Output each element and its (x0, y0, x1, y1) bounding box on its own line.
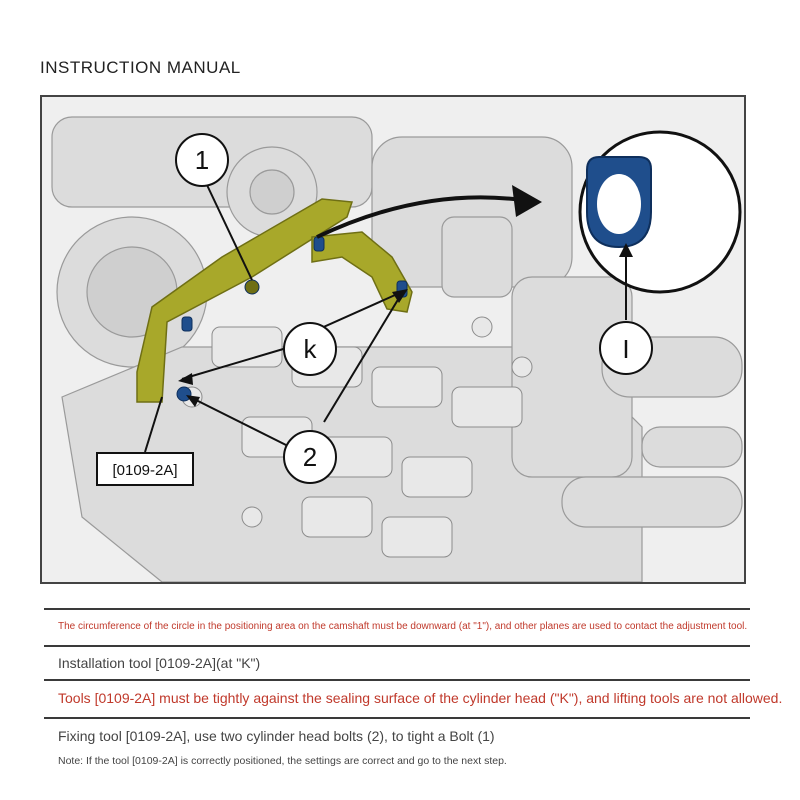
callout-k-label: k (303, 334, 317, 364)
divider (44, 679, 750, 681)
instruction-step-1: The circumference of the circle in the positioning area on the camshaft must be downward (at "1"), and other planes are used to contact the adjustment tool. (58, 621, 748, 632)
seal-mark-left (182, 317, 192, 331)
callout-2-label: 2 (302, 442, 318, 472)
instruction-step-4: Fixing tool [0109-2A], use two cylinder head bolts (2), to tight a Bolt (1) (58, 728, 495, 744)
callout-1-label: 1 (194, 145, 210, 175)
engine-illustration (40, 95, 746, 584)
instruction-step-3: Tools [0109-2A] must be tightly against the sealing surface of the cylinder head ("K"), and lifting tools are not allowed. (58, 690, 783, 706)
callout-2 (284, 431, 336, 483)
callout-tool (97, 453, 193, 485)
callout-I-label: I (622, 334, 630, 364)
divider (44, 717, 750, 719)
page-title: INSTRUCTION MANUAL (40, 58, 241, 77)
divider (44, 608, 750, 610)
instruction-step-2: Installation tool [0109-2A](at "K") (58, 655, 261, 671)
seal-profile-hole (597, 174, 641, 234)
callout-1 (176, 134, 228, 186)
divider (44, 645, 750, 647)
callout-tool-label: [0109-2A] (112, 462, 178, 479)
note-text: Note: If the tool [0109-2A] is correctly positioned, the settings are correct and go to the next step. (58, 755, 507, 767)
seal-mark-upper (314, 237, 324, 251)
bolt-1-mark (245, 280, 259, 294)
callout-I (600, 322, 652, 374)
head-bolt-left-mark (177, 387, 191, 401)
inset-detail (580, 132, 740, 292)
callout-k (284, 323, 336, 375)
